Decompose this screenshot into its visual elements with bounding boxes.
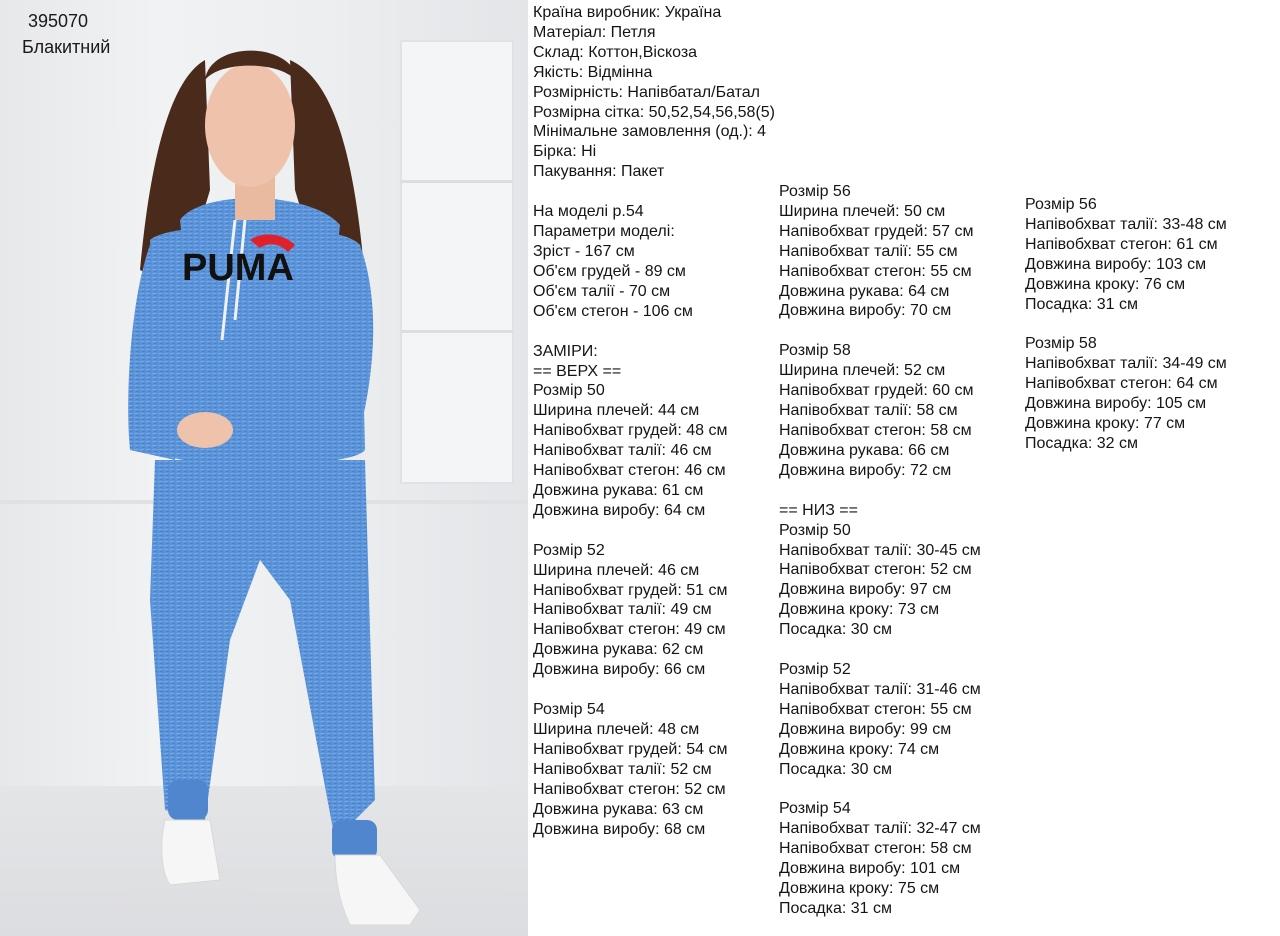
measure-line: Довжина рукава: 66 см — [779, 441, 950, 459]
measure-line: Довжина кроку: 73 см — [779, 601, 940, 619]
size-title: Розмір 54 — [533, 701, 605, 719]
measure-line: Довжина рукава: 63 см — [533, 800, 704, 818]
measure-line: Посадка: 31 см — [1025, 295, 1139, 313]
measure-line: Довжина рукава: 62 см — [533, 641, 704, 659]
sneaker-icon — [335, 855, 420, 925]
measure-line: Напівобхват стегон: 49 см — [533, 621, 726, 639]
size-title: Розмір 50 — [533, 382, 605, 400]
info-packaging: Пакування: Пакет — [533, 163, 665, 181]
bottom-size-block — [1025, 334, 1227, 453]
top-size-block — [779, 341, 981, 480]
info-size-type: Розмірність: Напівбатал/Батал — [533, 83, 761, 101]
measure-line: Ширина плечей: 52 см — [779, 362, 946, 380]
measure-line: Довжина виробу: 105 см — [1025, 395, 1207, 413]
measure-line: Напівобхват стегон: 58 см — [779, 421, 972, 439]
cuff — [168, 780, 208, 820]
measure-line: Довжина виробу: 103 см — [1025, 255, 1207, 273]
model-size: На моделі р.54 — [533, 203, 644, 221]
measure-line: Довжина виробу: 72 см — [779, 461, 952, 479]
measure-line: Напівобхват талії: 46 см — [533, 442, 712, 460]
model-hips: Об'єм стегон - 106 см — [533, 302, 693, 320]
measure-line: Ширина плечей: 50 см — [779, 202, 946, 220]
sneaker-icon — [162, 820, 220, 885]
size-title: Розмір 56 — [779, 183, 851, 200]
product-color: Блакитний — [22, 37, 111, 57]
size-title: Розмір 50 — [779, 521, 851, 539]
info-material: Матеріал: Петля — [533, 23, 656, 41]
measure-line: Напівобхват стегон: 58 см — [779, 840, 972, 858]
info-min-order: Мінімальне замовлення (од.): 4 — [533, 123, 767, 141]
measures-heading: ЗАМІРИ: — [533, 342, 598, 360]
size-title: Розмір 56 — [1025, 196, 1097, 213]
measure-line: Напівобхват грудей: 60 см — [779, 382, 974, 400]
product-sku: 395070 — [28, 11, 89, 31]
model-waist: Об'єм талії - 70 см — [533, 282, 671, 300]
measure-line: Напівобхват грудей: 54 см — [533, 740, 728, 758]
size-title: Розмір 52 — [779, 661, 851, 679]
measure-line: Довжина рукава: 61 см — [533, 481, 704, 499]
measure-line: Ширина плечей: 48 см — [533, 721, 700, 738]
measure-line: Довжина кроку: 75 см — [779, 880, 940, 898]
top-size-block — [533, 700, 775, 839]
measure-line: Напівобхват стегон: 55 см — [779, 700, 972, 718]
info-composition: Склад: Коттон,Віскоза — [533, 43, 698, 61]
specs-column-3 — [1025, 195, 1227, 454]
measure-line: Напівобхват талії: 58 см — [779, 402, 958, 420]
bottom-heading: == НИЗ == — [779, 501, 858, 519]
info-country: Країна виробник: Україна — [533, 4, 722, 21]
measure-line: Напівобхват талії: 55 см — [779, 242, 958, 260]
measure-line: Напівобхват стегон: 64 см — [1025, 375, 1218, 393]
measure-line: Довжина рукава: 64 см — [779, 282, 950, 300]
bottom-size-block — [779, 799, 981, 918]
measure-line: Довжина виробу: 99 см — [779, 720, 952, 738]
info-quality: Якість: Відмінна — [533, 63, 653, 81]
measure-line: Посадка: 31 см — [779, 900, 893, 917]
measure-line: Довжина кроку: 74 см — [779, 740, 940, 758]
size-title: Розмір 58 — [1025, 335, 1097, 353]
specs-column-2 — [779, 182, 981, 919]
model-figure — [110, 40, 440, 930]
measure-line: Довжина виробу: 97 см — [779, 581, 952, 599]
measure-line: Напівобхват стегон: 52 см — [533, 780, 726, 798]
measure-line: Напівобхват талії: 34-49 см — [1025, 355, 1227, 373]
info-size-grid: Розмірна сітка: 50,52,54,56,58(5) — [533, 103, 775, 121]
bottom-size-block — [1025, 195, 1227, 314]
top-heading: == ВЕРХ == — [533, 362, 622, 380]
measure-line: Довжина кроку: 76 см — [1025, 275, 1186, 293]
measure-line: Напівобхват грудей: 51 см — [533, 581, 728, 599]
measure-line: Довжина кроку: 77 см — [1025, 415, 1186, 433]
measure-line: Напівобхват стегон: 61 см — [1025, 235, 1218, 253]
measure-line: Напівобхват талії: 49 см — [533, 601, 712, 619]
size-title: Розмір 54 — [779, 800, 851, 818]
measure-line: Довжина виробу: 64 см — [533, 501, 706, 519]
bottom-size-block — [779, 521, 981, 640]
measure-line: Посадка: 30 см — [779, 621, 893, 639]
measure-line: Напівобхват талії: 32-47 см — [779, 820, 981, 838]
info-tag: Бірка: Ні — [533, 143, 597, 161]
measure-line: Напівобхват талії: 30-45 см — [779, 541, 981, 559]
top-size-block — [533, 381, 775, 520]
product-photo — [0, 0, 528, 936]
model-params-heading: Параметри моделі: — [533, 223, 675, 241]
measure-line: Напівобхват талії: 52 см — [533, 760, 712, 778]
cuff — [332, 820, 377, 860]
specs-column-1 — [533, 3, 775, 839]
top-size-block — [533, 541, 775, 680]
measure-line: Ширина плечей: 44 см — [533, 402, 700, 420]
measure-line: Довжина виробу: 68 см — [533, 820, 706, 838]
model-height: Зріст - 167 см — [533, 242, 635, 260]
top-size-block — [779, 182, 981, 321]
model-bust: Об'єм грудей - 89 см — [533, 262, 686, 280]
logo-text: PUMA — [182, 247, 294, 289]
measure-line: Напівобхват грудей: 57 см — [779, 222, 974, 240]
hand — [177, 412, 233, 448]
measure-line: Напівобхват стегон: 55 см — [779, 262, 972, 280]
size-title: Розмір 58 — [779, 342, 851, 360]
measure-line: Посадка: 32 см — [1025, 434, 1139, 452]
measure-line: Напівобхват стегон: 46 см — [533, 462, 726, 480]
measure-line: Довжина виробу: 101 см — [779, 860, 961, 878]
face — [205, 63, 295, 187]
size-title: Розмір 52 — [533, 541, 605, 559]
measure-line: Напівобхват талії: 33-48 см — [1025, 215, 1227, 233]
measure-line: Довжина виробу: 66 см — [533, 661, 706, 679]
measure-line: Напівобхват стегон: 52 см — [779, 561, 972, 579]
measure-line: Напівобхват грудей: 48 см — [533, 422, 728, 440]
measure-line: Ширина плечей: 46 см — [533, 561, 700, 579]
measure-line: Довжина виробу: 70 см — [779, 302, 952, 320]
measure-line: Посадка: 30 см — [779, 760, 893, 778]
measure-line: Напівобхват талії: 31-46 см — [779, 680, 981, 698]
bottom-size-block — [779, 660, 981, 779]
